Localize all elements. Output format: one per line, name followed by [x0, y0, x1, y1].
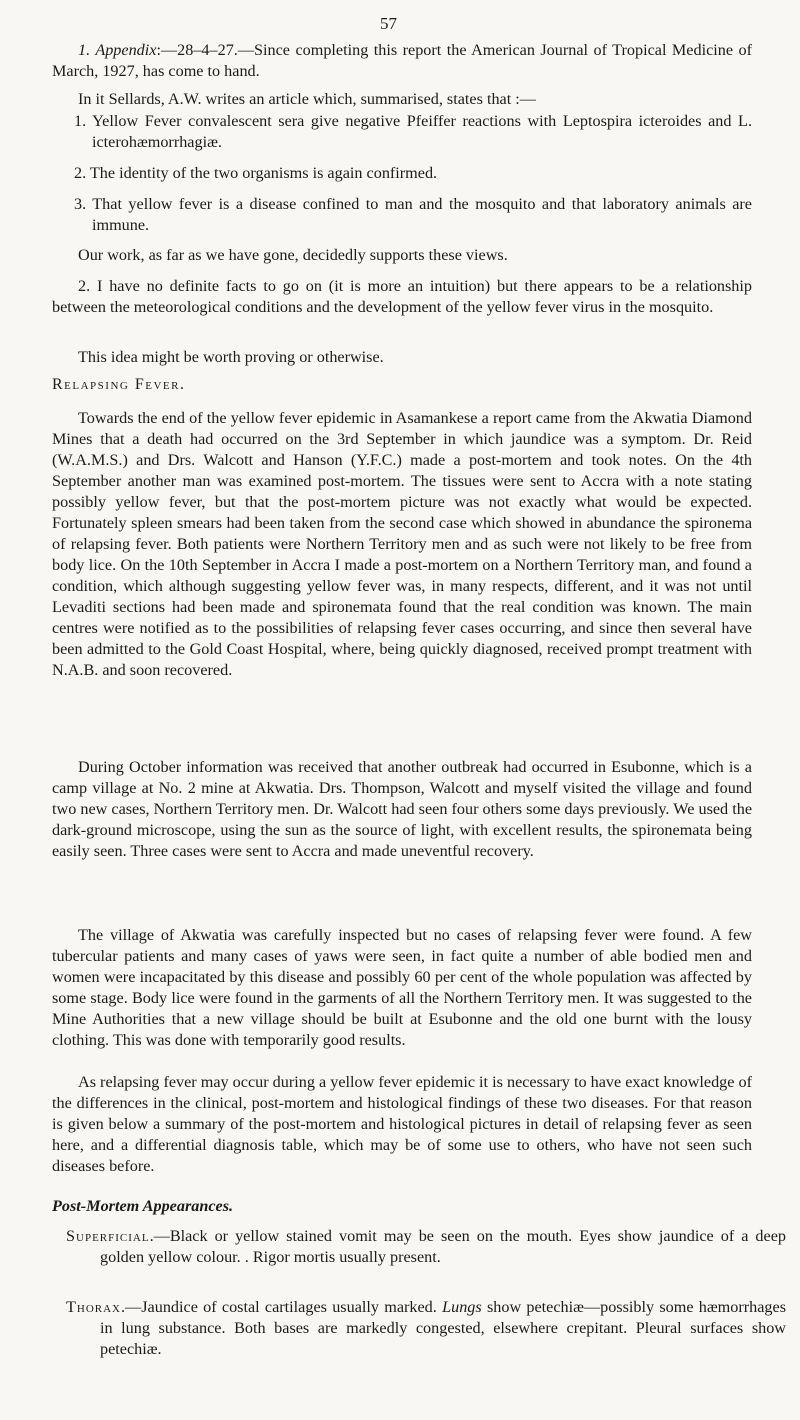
- superficial-label: Superficial: [66, 1227, 150, 1245]
- lungs-label: Lungs: [442, 1298, 482, 1316]
- thorax-text-before: .—Jaundice of costal cartilages usually marked.: [121, 1298, 443, 1316]
- relapsing-paragraph: As relapsing fever may occur during a yellow fever epidemic it is necessary to have exact knowledge of the differences in the clinical, post-mortem and histological findings of these two diseases. For that reason is given below a summary of the post-mortem and histological pictures in detail of relapsing fever as seen here, and a differential diagnosis table, which may be of some use to others, who have not seen such diseases before.: [52, 1073, 752, 1175]
- thorax-text-after: show petechiæ—possibly some hæmorrhages in lung substance. Both bases are markedly congested, elsewhere crepitant. Pleural surfaces show petechiæ.: [100, 1298, 786, 1358]
- appendix-label: 1. Appendix: [78, 41, 157, 59]
- appendix-paragraph: [52, 40, 752, 82]
- thorax-label: Thorax: [66, 1298, 122, 1316]
- meteorological-point: 2. I have no definite facts to go on (it is more an intuition) but there appears to be a relationship between the meteorological conditions and the development of the yellow fever virus in the mosquito.: [52, 277, 752, 316]
- superficial-paragraph: [52, 1226, 786, 1268]
- superficial-text: .—Black or yellow stained vomit may be seen on the mouth. Eyes show jaundice of a deep golden yellow colour. . Rigor mortis usually present.: [100, 1227, 786, 1266]
- our-work: Our work, as far as we have gone, decidedly supports these views.: [78, 246, 508, 264]
- sellards-intro: In it Sellards, A.W. writes an article which, summarised, states that :—: [78, 90, 536, 108]
- appendix-text: :—28–4–27.—Since completing this report the American Journal of Tropical Medicine of March, 1927, has come to hand.: [52, 41, 752, 80]
- page-number: 57: [380, 14, 397, 33]
- relapsing-paragraph: Towards the end of the yellow fever epidemic in Asamankese a report came from the Akwatia Diamond Mines that a death had occurred on the 3rd September in which jaundice was a symptom. Dr. Reid (W.A.M.S.) and Drs. Walcott and Hanson (Y.F.C.) made a post-mortem and took notes. On the 4th September another man was examined post-mortem. The tissues were sent to Accra with a note stating possibly yellow fever, but that the post-mortem picture was not exactly what would be expected. Fortunately spleen smears had been taken from the second case which showed in abundance the spironema of relapsing fever. Both patients were Northern Territory men and as such were not likely to be free from body lice. On the 10th September in Accra I made a post-mortem on a Northern Territory man, and found a condition, which although suggesting yellow fever was, in many respects, different, and it was not until Levaditi sections had been made and spironemata found that the real condition was known. The main centres were notified as to the possibilities of relapsing fever cases occurring, and since then several have been admitted to the Gold Coast Hospital, where, being quickly diagnosed, received prompt treatment with N.A.B. and soon recovered.: [52, 409, 752, 679]
- relapsing-paragraph: During October information was received that another outbreak had occurred in Esubonne, which is a camp village at No. 2 mine at Akwatia. Drs. Thompson, Walcott and myself visited the village and found two new cases, Northern Territory men. Dr. Walcott had seen four others some days previously. We used the dark-ground microscope, using the sun as the source of light, with excellent results, the spironemata being easily seen. Three cases were sent to Accra and made uneventful recovery.: [52, 758, 752, 860]
- relapsing-paragraph: The village of Akwatia was carefully inspected but no cases of relapsing fever were found. A few tubercular patients and many cases of yaws were seen, in fact quite a number of able bodied men and women were incapacitated by this disease and possibly 60 per cent of the whole population was affected by some stage. Body lice were found in the garments of all the Northern Territory men. It was suggested to the Mine Authorities that a new village should be built at Esubonne and the old one burnt with the lousy clothing. This was done with temporarily good results.: [52, 926, 752, 1049]
- relapsing-fever-heading: Relapsing Fever.: [52, 376, 186, 393]
- sellards-point: 3. That yellow fever is a disease confined to man and the mosquito and that laboratory animals are immune.: [74, 195, 752, 234]
- thorax-paragraph: [52, 1297, 786, 1360]
- idea-proving: This idea might be worth proving or otherwise.: [78, 348, 384, 366]
- sellards-point: 2. The identity of the two organisms is again confirmed.: [74, 164, 438, 182]
- sellards-point: 1. Yellow Fever convalescent sera give negative Pfeiffer reactions with Leptospira icteroides and L. icterohæmorrhagiæ.: [74, 112, 752, 151]
- postmortem-heading: Post-Mortem Appearances.: [52, 1197, 234, 1215]
